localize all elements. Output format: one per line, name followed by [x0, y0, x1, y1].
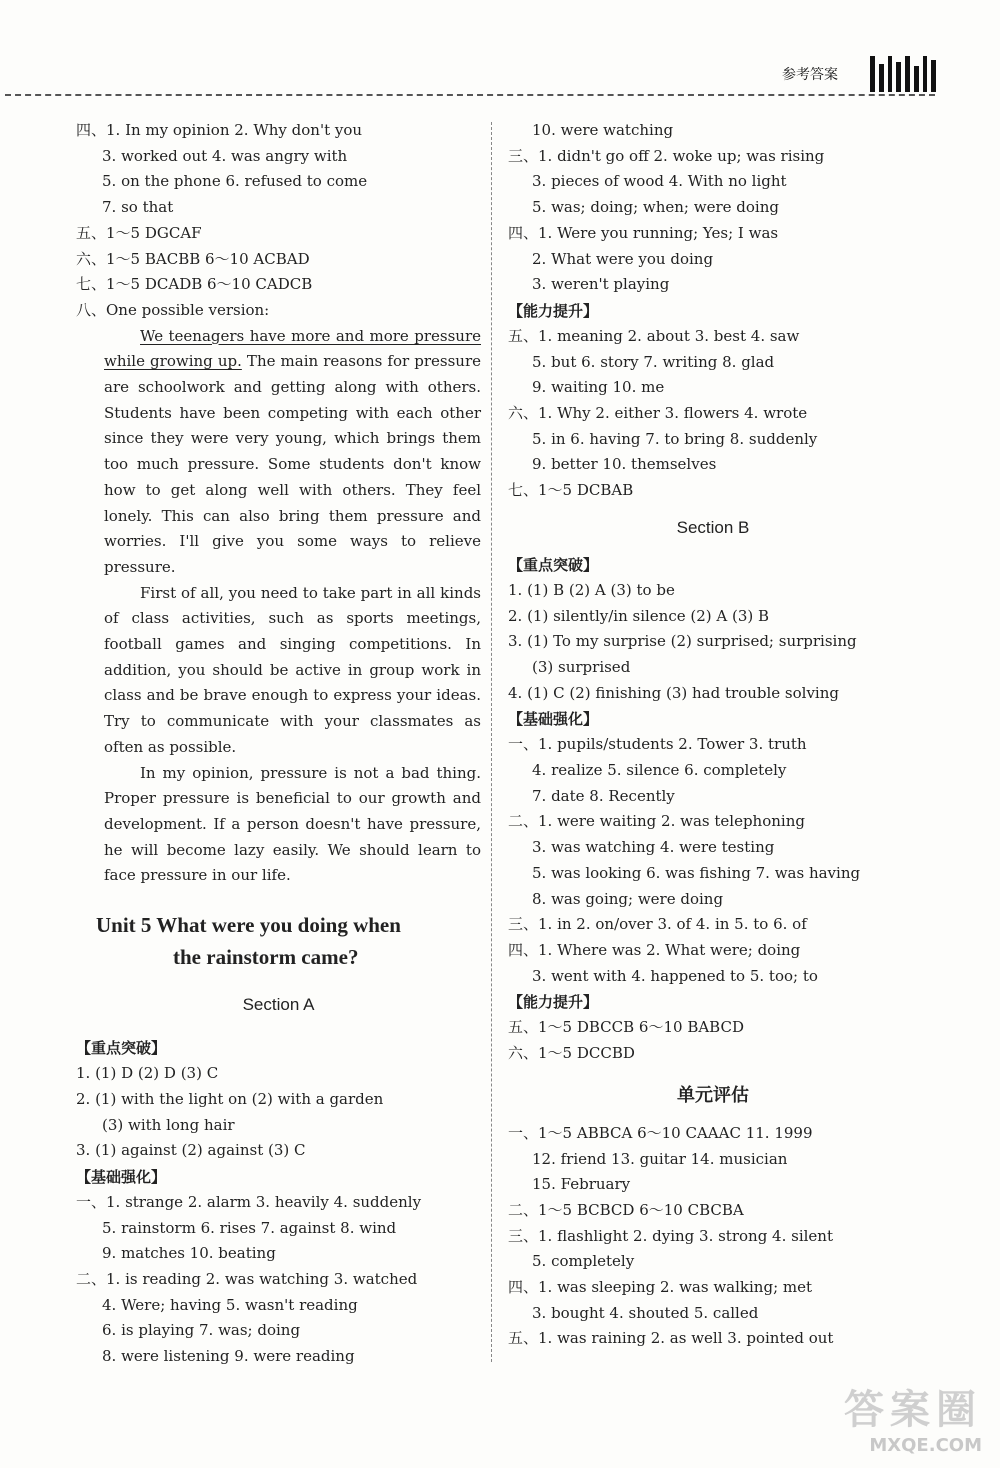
essay-paragraph: In my opinion, pressure is not a bad thing. Proper pressure is beneficial to our growth and development. If a person doesn't have pressure, he will become lazy easily. We should learn to face pressure in our life. [104, 763, 481, 885]
page-header [0, 0, 1000, 100]
right-column [508, 118, 918, 1352]
column-divider [491, 122, 492, 1362]
answer-line: 四、1. was sleeping 2. was walking; met [508, 1278, 813, 1297]
answer-line: 六、1～5 BACBB 6～10 ACBAD [76, 249, 310, 268]
subsection-label: 【重点突破】 [508, 555, 599, 574]
answer-line: 四、1. Where was 2. What were; doing [508, 940, 801, 959]
answer-line: 2. (1) silently/in silence (2) A (3) B [508, 606, 770, 625]
answer-line: 5. but 6. story 7. writing 8. glad [532, 352, 775, 371]
answer-line: 3. worked out 4. was angry with [102, 146, 348, 165]
answer-line: 六、1. Why 2. either 3. flowers 4. wrote [508, 404, 808, 423]
answer-line: 一、1. strange 2. alarm 3. heavily 4. suddenly [76, 1192, 422, 1211]
answer-line: 5. rainstorm 6. rises 7. against 8. wind [102, 1218, 397, 1237]
answer-line: 6. is playing 7. was; doing [102, 1321, 301, 1340]
essay-paragraph [76, 324, 481, 581]
answer-line: 3. weren't playing [532, 275, 670, 294]
answer-line: 4. Were; having 5. wasn't reading [102, 1295, 358, 1314]
answer-line: 5. was; doing; when; were doing [532, 198, 779, 217]
unit-title-line: the rainstorm came? [173, 945, 359, 970]
answer-line: 3. (1) To my surprise (2) surprised; surprising [508, 632, 857, 651]
essay-text: The main reasons for pressure are schoolwork and getting along with others. Students have been competing with each other since they were very young, which brings them too much pressure. Some students don't know how to get along well with others. They feel lonely. This can also bring them pressure and worries. I'll give you some ways to relieve pressure. [104, 352, 481, 576]
section-heading: Section A [242, 995, 315, 1015]
answer-line: 4. (1) C (2) finishing (3) had trouble solving [508, 683, 839, 702]
answer-line: 3. bought 4. shouted 5. called [532, 1303, 759, 1322]
answer-line: 二、1. were waiting 2. was telephoning [508, 812, 805, 831]
answer-line: 3. went with 4. happened to 5. too; to [532, 966, 818, 985]
answer-line: 二、1. is reading 2. was watching 3. watched [76, 1270, 418, 1289]
answer-line: 12. friend 13. guitar 14. musician [532, 1149, 788, 1168]
answer-line: 7. date 8. Recently [532, 786, 675, 805]
header-rule [5, 94, 935, 96]
unit-evaluation-heading: 单元评估 [677, 1084, 749, 1106]
answer-line: 三、1. in 2. on/over 3. of 4. in 5. to 6. of [508, 915, 807, 934]
answer-line: 9. matches 10. beating [102, 1244, 276, 1263]
answer-line: 4. realize 5. silence 6. completely [532, 761, 787, 780]
section-heading: Section B [676, 517, 750, 537]
header-bar-decoration [870, 52, 936, 92]
answer-line: 五、1. was raining 2. as well 3. pointed out [508, 1329, 834, 1348]
answer-line: 5. was looking 6. was fishing 7. was having [532, 863, 861, 882]
answer-line: 7. so that [102, 198, 174, 217]
watermark-url: MXQE.COM [869, 1435, 982, 1456]
answer-line: 1. (1) B (2) A (3) to be [508, 580, 675, 599]
subsection-label: 【能力提升】 [508, 301, 599, 320]
answer-line: 3. pieces of wood 4. With no light [532, 172, 787, 191]
answer-line: 五、1～5 DBCCB 6～10 BABCD [508, 1018, 744, 1037]
answer-line: 五、1. meaning 2. about 3. best 4. saw [508, 326, 800, 345]
answer-line: 3. was watching 4. were testing [532, 838, 775, 857]
answer-line: 2. What were you doing [532, 249, 714, 268]
answer-line: 5. completely [532, 1252, 635, 1271]
answer-line: 2. (1) with the light on (2) with a garden [76, 1089, 384, 1108]
subsection-label: 【能力提升】 [508, 993, 599, 1012]
header-title: 参考答案 [782, 67, 838, 83]
answer-line: 八、One possible version: [76, 300, 270, 319]
answer-line: 9. better 10. themselves [532, 455, 717, 474]
subsection-label: 【基础强化】 [76, 1167, 167, 1186]
answer-line: 六、1～5 DCCBD [508, 1044, 635, 1063]
essay-topic-sentence: We teenagers have more and more pressure while growing up. [104, 326, 481, 371]
answer-line: 9. waiting 10. me [532, 378, 665, 397]
answer-line: (3) with long hair [102, 1115, 235, 1134]
answer-line: 二、1～5 BCBCD 6～10 CBCBA [508, 1200, 744, 1219]
answer-line: 5. on the phone 6. refused to come [102, 172, 368, 191]
site-watermark [844, 1378, 982, 1456]
answer-line: 5. in 6. having 7. to bring 8. suddenly [532, 429, 818, 448]
answer-line: 三、1. flashlight 2. dying 3. strong 4. silent [508, 1226, 833, 1245]
answer-line: 8. was going; were doing [532, 889, 724, 908]
answer-line: 3. (1) against (2) against (3) C [76, 1141, 306, 1160]
answer-line: 1. (1) D (2) D (3) C [76, 1064, 219, 1083]
answer-line: 五、1～5 DGCAF [76, 223, 202, 242]
answer-line: 10. were watching [532, 121, 674, 139]
answer-line: 一、1～5 ABBCA 6～10 CAAAC 11. 1999 [508, 1123, 813, 1142]
unit-title-line: Unit 5 What were you doing when [96, 913, 401, 938]
left-column [76, 118, 481, 1370]
answer-line: 四、1. Were you running; Yes; I was [508, 223, 779, 242]
subsection-label: 【重点突破】 [76, 1039, 167, 1058]
answer-line: 8. were listening 9. were reading [102, 1347, 355, 1366]
watermark-logo: 答案圈 [844, 1387, 982, 1433]
answer-line: (3) surprised [532, 657, 631, 676]
answer-line: 七、1～5 DCADB 6～10 CADCB [76, 275, 313, 294]
answer-line: 七、1～5 DCBAB [508, 481, 634, 500]
answer-line: 三、1. didn't go off 2. woke up; was rising [508, 146, 825, 165]
answer-line: 四、1. In my opinion 2. Why don't you [76, 121, 363, 139]
answer-line: 一、1. pupils/students 2. Tower 3. truth [508, 735, 807, 754]
answer-line: 15. February [532, 1175, 631, 1194]
essay-paragraph: First of all, you need to take part in all kinds of class activities, such as sports meetings, football games and singing competitions. In addition, you should be active in group work in class and be brave enough to express your ideas. Try to communicate with your classmates as often as possible. [104, 583, 481, 756]
unit-title [96, 909, 481, 973]
subsection-label: 【基础强化】 [508, 710, 599, 729]
